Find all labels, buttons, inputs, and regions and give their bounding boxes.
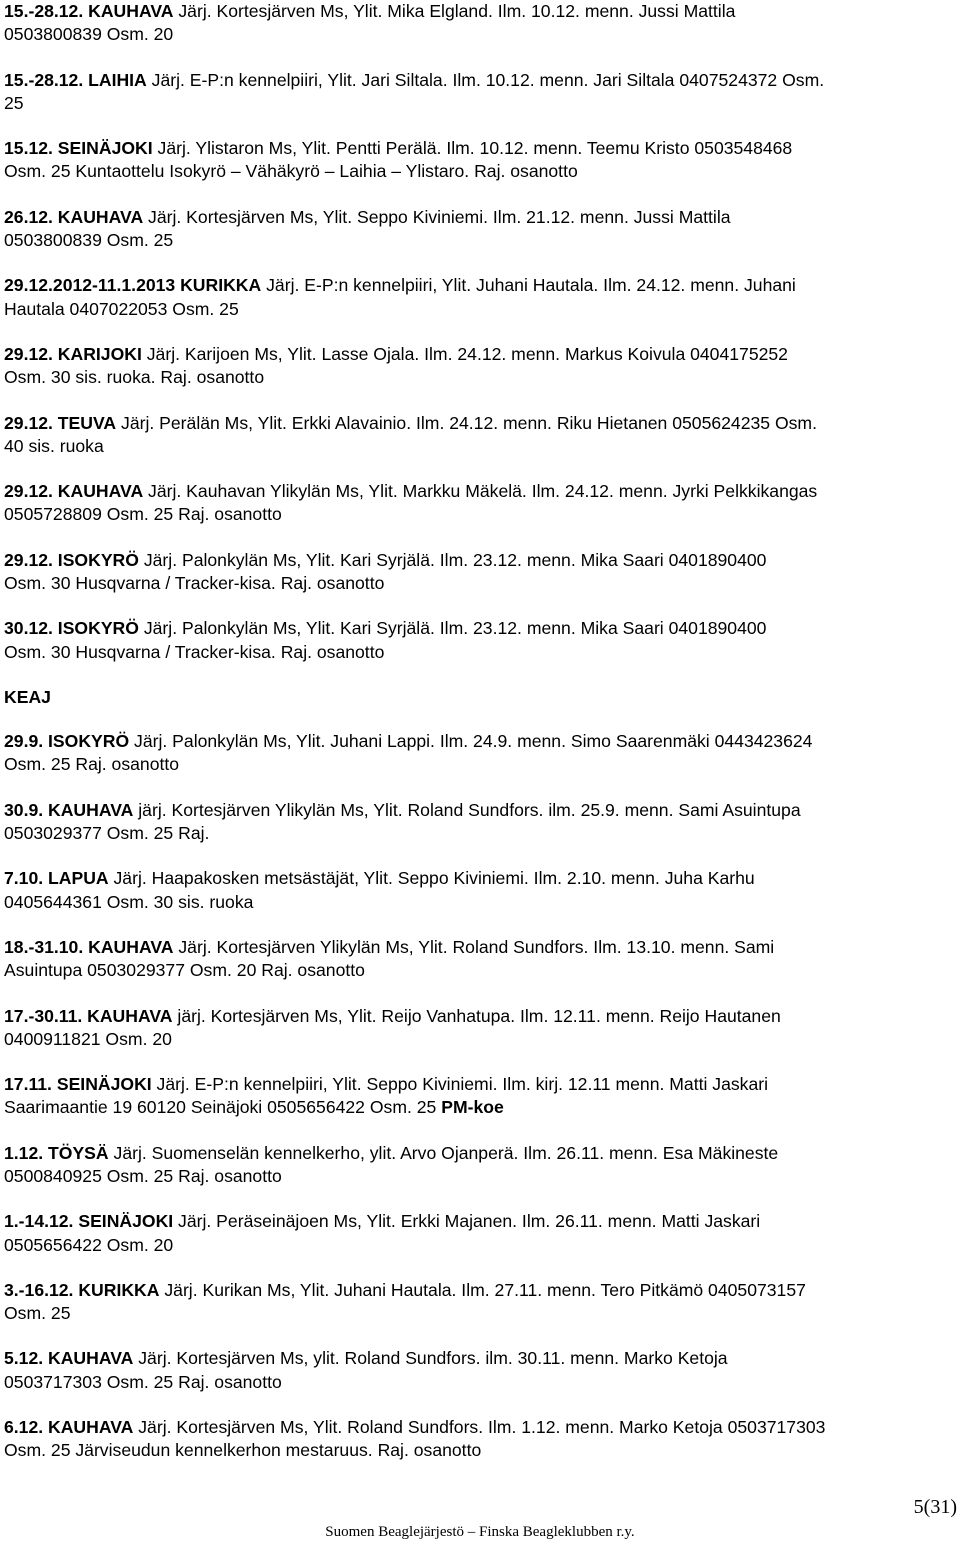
event-date-place: 17.-30.11. KAUHAVA [4, 1005, 173, 1026]
event-line [4, 549, 956, 572]
event-details: 0505656422 Osm. 20 [4, 1234, 174, 1255]
event-line [4, 1439, 956, 1462]
event-details: 40 sis. ruoka [4, 435, 104, 456]
event-line [4, 1005, 956, 1028]
event-date-place: 29.12. KARIJOKI [4, 343, 142, 364]
event-entry [4, 1347, 956, 1393]
event-date-place: 6.12. KAUHAVA [4, 1417, 134, 1438]
event-entry [4, 730, 956, 776]
event-line [4, 1210, 956, 1233]
event-line [4, 1142, 956, 1165]
event-line [4, 822, 956, 845]
event-line [4, 137, 956, 160]
event-entry [4, 480, 956, 526]
event-entry [4, 274, 956, 320]
event-line [4, 1279, 956, 1302]
event-details: Järj. Palonkylän Ms, Ylit. Juhani Lappi. Ilm. 24.9. menn. Simo Saarenmäki 0443423624 [129, 731, 813, 752]
event-date-place: 26.12. KAUHAVA [4, 206, 144, 227]
event-date-place: 15.-28.12. KAUHAVA [4, 1, 174, 21]
event-entry [4, 1210, 956, 1256]
event-details: Järj. Suomenselän kennelkerho, ylit. Arvo Ojanperä. Ilm. 26.11. menn. Esa Mäkineste [108, 1142, 779, 1163]
event-date-place: 18.-31.10. KAUHAVA [4, 936, 174, 957]
document-body [4, 0, 956, 1485]
event-date-place: 1.-14.12. SEINÄJOKI [4, 1211, 174, 1232]
event-details: Järj. Kortesjärven Ylikylän Ms, Ylit. Roland Sundfors. Ilm. 13.10. menn. Sami [173, 936, 775, 957]
event-line [4, 572, 956, 595]
event-line [4, 160, 956, 183]
event-line [4, 480, 956, 503]
event-line [4, 730, 956, 753]
event-date-place: 29.9. ISOKYRÖ [4, 731, 130, 752]
event-line [4, 0, 956, 23]
page-number: 5(31) [913, 1496, 957, 1518]
event-date-place: 29.12. ISOKYRÖ [4, 549, 139, 570]
event-details: 0505728809 Osm. 25 Raj. osanotto [4, 504, 282, 525]
event-date-place: 1.12. TÖYSÄ [4, 1142, 109, 1163]
event-line [4, 366, 956, 389]
event-details: Hautala 0407022053 Osm. 25 [4, 298, 239, 319]
event-line [4, 229, 956, 252]
event-details: Järj. Kortesjärven Ms, Ylit. Seppo Kiviniemi. Ilm. 21.12. menn. Jussi Mattila [143, 206, 731, 227]
event-date-place: 29.12.2012-11.1.2013 KURIKKA [4, 275, 262, 296]
event-details: Järj. Palonkylän Ms, Ylit. Kari Syrjälä. Ilm. 23.12. menn. Mika Saari 0401890400 [138, 618, 767, 639]
event-details: Asuintupa 0503029377 Osm. 20 Raj. osanotto [4, 960, 365, 981]
event-line [4, 69, 956, 92]
event-date-place: 17.11. SEINÄJOKI [4, 1074, 152, 1095]
event-details: 0503800839 Osm. 20 [4, 24, 174, 45]
event-details: Järj. Kortesjärven Ms, Ylit. Roland Sundfors. Ilm. 1.12. menn. Marko Ketoja 0503717303 [133, 1417, 826, 1438]
event-line [4, 959, 956, 982]
event-details: Järj. Kortesjärven Ms, ylit. Roland Sundfors. ilm. 30.11. menn. Marko Ketoja [133, 1348, 728, 1369]
event-details: järj. Kortesjärven Ms, Ylit. Reijo Vanhatupa. Ilm. 12.11. menn. Reijo Hautanen [172, 1005, 781, 1026]
event-details: Osm. 25 Kuntaottelu Isokyrö – Vähäkyrö – Laihia – Ylistaro. Raj. osanotto [4, 161, 578, 182]
event-date-place: 5.12. KAUHAVA [4, 1348, 134, 1369]
event-line [4, 1165, 956, 1188]
event-details: 25 [4, 92, 24, 113]
event-line [4, 274, 956, 297]
event-entry [4, 206, 956, 252]
event-details: Järj. E-P:n kennelpiiri, Ylit. Seppo Kiviniemi. Ilm. kirj. 12.11 menn. Matti Jaskari [151, 1074, 769, 1095]
event-details: Osm. 25 [4, 1303, 71, 1324]
event-entry [4, 799, 956, 845]
event-details: 0400911821 Osm. 20 [4, 1028, 172, 1049]
event-details: Järj. E-P:n kennelpiiri, Ylit. Jari Siltala. Ilm. 10.12. menn. Jari Siltala 0407524372 Osm. [146, 69, 825, 90]
event-line [4, 753, 956, 776]
event-line [4, 1347, 956, 1370]
event-entry [4, 936, 956, 982]
event-line [4, 298, 956, 321]
event-line [4, 503, 956, 526]
event-details: Järj. Karijoen Ms, Ylit. Lasse Ojala. Ilm. 24.12. menn. Markus Koivula 0404175252 [141, 343, 788, 364]
event-line [4, 412, 956, 435]
event-details: järj. Kortesjärven Ylikylän Ms, Ylit. Roland Sundfors. ilm. 25.9. menn. Sami Asuintupa [133, 799, 801, 820]
event-entry [4, 617, 956, 663]
event-line [4, 343, 956, 366]
event-date-place: 15.-28.12. LAIHIA [4, 69, 147, 90]
event-details: Järj. Kurikan Ms, Ylit. Juhani Hautala. Ilm. 27.11. menn. Tero Pitkämö 0405073157 [159, 1279, 806, 1300]
event-line [4, 641, 956, 664]
event-line [4, 1073, 956, 1096]
event-line [4, 867, 956, 890]
event-details: Osm. 25 Raj. osanotto [4, 754, 180, 775]
event-line [4, 891, 956, 914]
event-entry [4, 1142, 956, 1188]
event-line [4, 206, 956, 229]
event-line [4, 435, 956, 458]
event-details: Osm. 30 sis. ruoka. Raj. osanotto [4, 367, 265, 388]
event-details: Järj. E-P:n kennelpiiri, Ylit. Juhani Hautala. Ilm. 24.12. menn. Juhani [261, 275, 796, 296]
event-line [4, 617, 956, 640]
event-details: 0405644361 Osm. 30 sis. ruoka [4, 891, 254, 912]
page-footer: Suomen Beaglejärjestö – Finska Beagleklubben r.y. [325, 1524, 635, 1540]
event-details: Järj. Kauhavan Ylikylän Ms, Ylit. Markku Mäkelä. Ilm. 24.12. menn. Jyrki Pelkkikangas [143, 481, 818, 502]
event-details: Osm. 25 Järviseudun kennelkerhon mestaruus. Raj. osanotto [4, 1440, 482, 1461]
event-line [4, 936, 956, 959]
event-list-b [4, 730, 956, 1462]
event-details: Osm. 30 Husqvarna / Tracker-kisa. Raj. osanotto [4, 572, 385, 593]
event-details: 0503717303 Osm. 25 Raj. osanotto [4, 1371, 282, 1392]
event-line [4, 1096, 956, 1119]
event-entry [4, 1005, 956, 1051]
event-line [4, 1028, 956, 1051]
event-date-place: 30.12. ISOKYRÖ [4, 618, 139, 639]
event-entry [4, 1073, 956, 1119]
event-line [4, 1234, 956, 1257]
event-line [4, 1416, 956, 1439]
event-line [4, 1302, 956, 1325]
event-details: 0500840925 Osm. 25 Raj. osanotto [4, 1165, 282, 1186]
event-entry [4, 137, 956, 183]
event-details: Järj. Kortesjärven Ms, Ylit. Mika Elgland. Ilm. 10.12. menn. Jussi Mattila [173, 1, 736, 21]
event-details: Järj. Peräseinäjoen Ms, Ylit. Erkki Majanen. Ilm. 26.11. menn. Matti Jaskari [173, 1211, 761, 1232]
event-entry [4, 1279, 956, 1325]
event-details: 0503029377 Osm. 25 Raj. [4, 822, 210, 843]
event-list-a [4, 0, 956, 664]
event-line [4, 92, 956, 115]
event-date-place: 15.12. SEINÄJOKI [4, 138, 153, 159]
event-entry [4, 867, 956, 913]
event-details: Osm. 30 Husqvarna / Tracker-kisa. Raj. osanotto [4, 641, 385, 662]
event-date-place: 30.9. KAUHAVA [4, 799, 134, 820]
event-date-place: 29.12. TEUVA [4, 412, 117, 433]
event-details: Järj. Haapakosken metsästäjät, Ylit. Seppo Kiviniemi. Ilm. 2.10. menn. Juha Karhu [108, 868, 755, 889]
section-title: KEAJ [4, 686, 51, 707]
event-date-place: 3.-16.12. KURIKKA [4, 1279, 160, 1300]
event-entry [4, 412, 956, 458]
event-details: Saarimaantie 19 60120 Seinäjoki 0505656422 Osm. 25 [4, 1097, 442, 1118]
event-details: Järj. Perälän Ms, Ylit. Erkki Alavainio. Ilm. 24.12. menn. Riku Hietanen 0505624235 Osm. [116, 412, 817, 433]
event-line [4, 1371, 956, 1394]
event-date-place: 29.12. KAUHAVA [4, 481, 144, 502]
event-details: Järj. Palonkylän Ms, Ylit. Kari Syrjälä. Ilm. 23.12. menn. Mika Saari 0401890400 [138, 549, 767, 570]
event-entry [4, 0, 956, 46]
event-entry [4, 1416, 956, 1462]
event-entry [4, 69, 956, 115]
event-note: PM-koe [441, 1097, 504, 1118]
event-entry [4, 343, 956, 389]
event-details: 0503800839 Osm. 25 [4, 229, 174, 250]
event-line [4, 799, 956, 822]
event-entry [4, 549, 956, 595]
event-date-place: 7.10. LAPUA [4, 868, 109, 889]
event-line [4, 23, 956, 46]
event-details: Järj. Ylistaron Ms, Ylit. Pentti Perälä. Ilm. 10.12. menn. Teemu Kristo 0503548468 [152, 138, 793, 159]
